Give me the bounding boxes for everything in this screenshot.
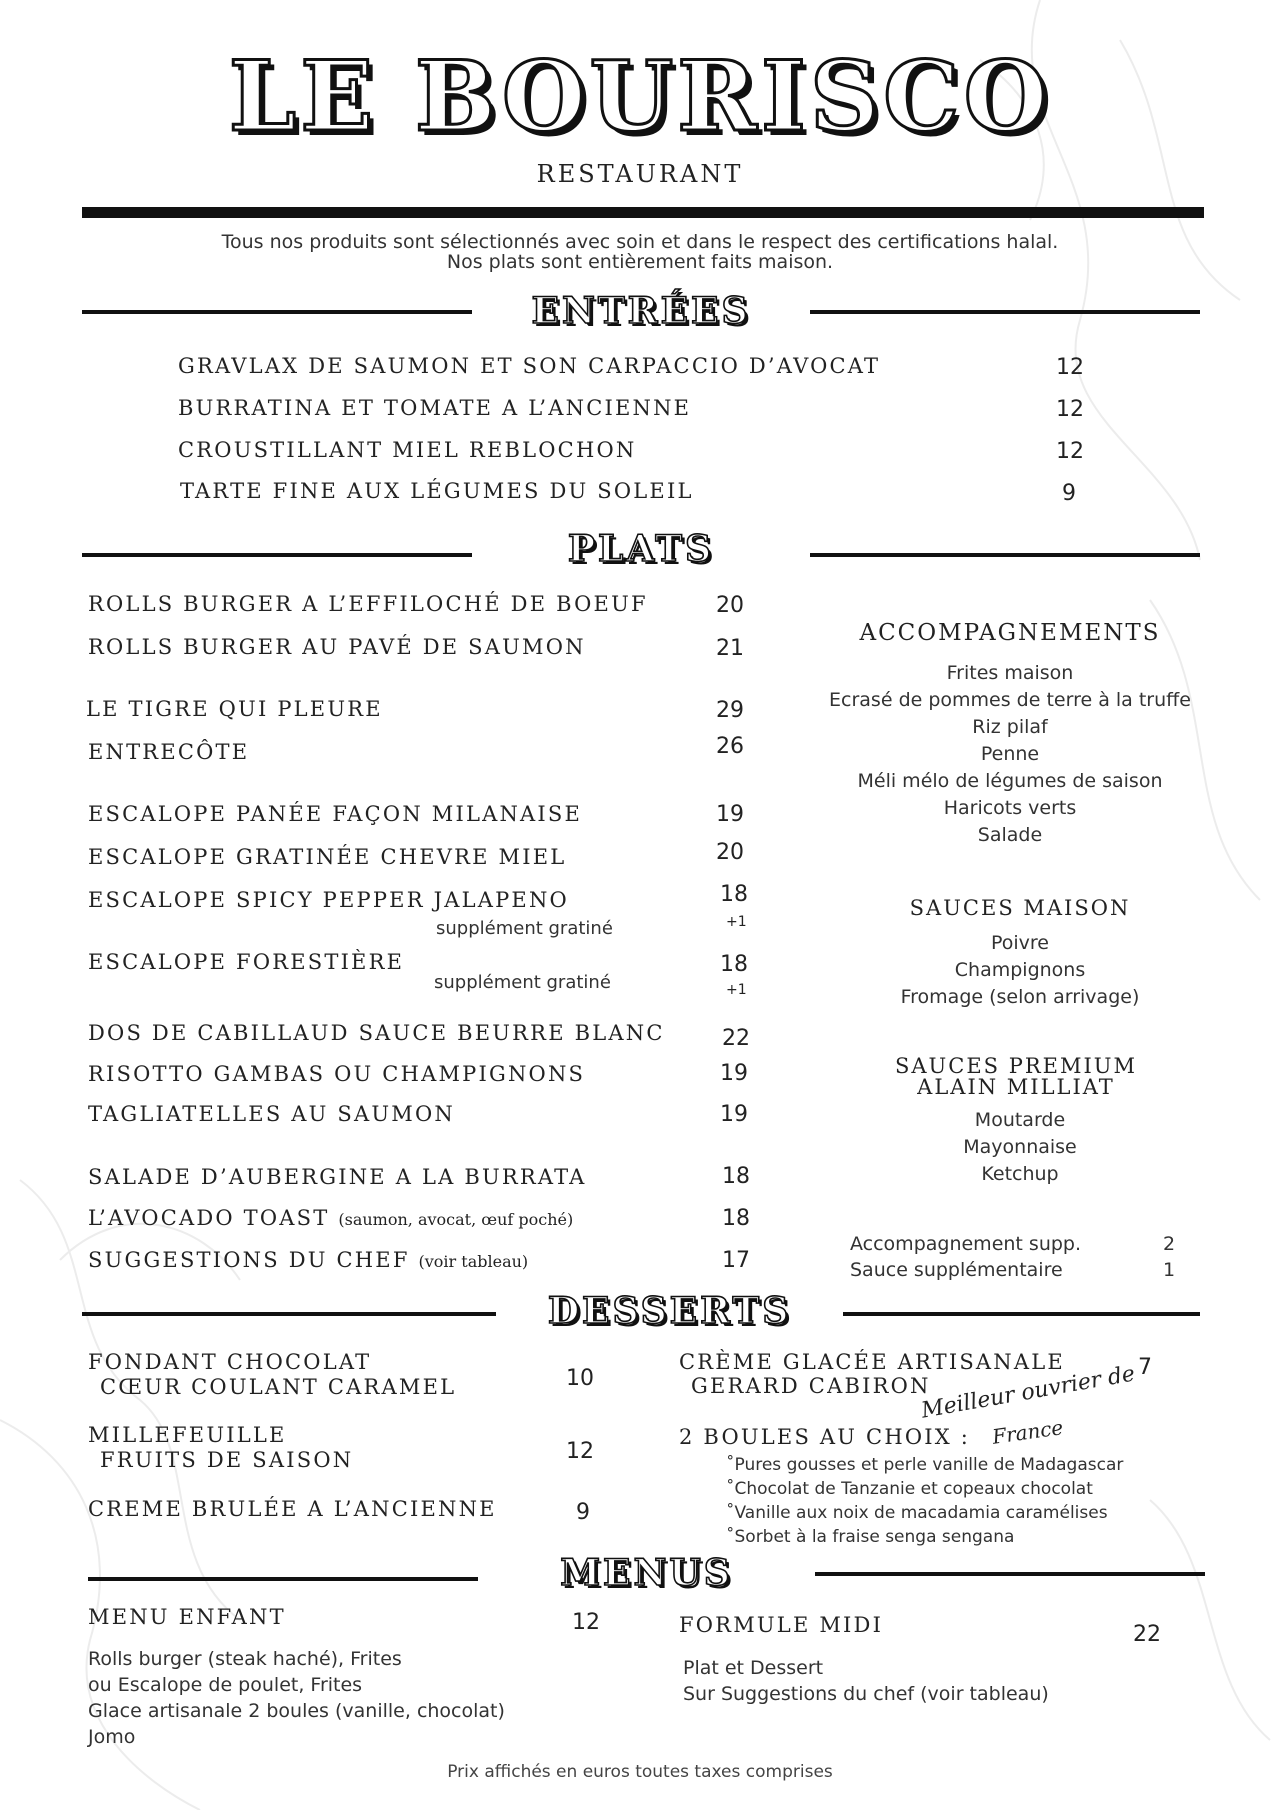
sauce-item: Moutarde — [974, 1109, 1066, 1131]
plat-item-price: 20 — [716, 840, 744, 865]
plat-item-price: 19 — [720, 1061, 748, 1086]
plat-item-price: 22 — [722, 1026, 750, 1051]
supplement-price: 1 — [1163, 1259, 1176, 1281]
plat-item-price: 18 — [720, 952, 748, 977]
plat-item-name: ROLLS BURGER AU PAVÉ DE SAUMON — [88, 635, 586, 659]
dessert-item-price: 10 — [566, 1366, 594, 1391]
dessert-name-line: FONDANT CHOCOLAT — [88, 1350, 372, 1374]
entree-item-price: 9 — [1062, 481, 1076, 506]
accompagnement-item: Salade — [977, 824, 1043, 846]
plat-item-price: 18 — [722, 1206, 750, 1231]
accompagnement-item: Haricots verts — [943, 797, 1077, 819]
plat-item-name: ENTRECÔTE — [88, 740, 250, 764]
glace-choice: 2 BOULES AU CHOIX : — [679, 1425, 971, 1449]
entree-item-price: 12 — [1056, 355, 1084, 380]
plat-item-price: 26 — [716, 734, 744, 759]
plat-item-name: TAGLIATELLES AU SAUMON — [88, 1102, 455, 1126]
handwritten-signature: Meilleur ouvrier de — [919, 1361, 1137, 1424]
handwritten-signature: France — [990, 1415, 1065, 1449]
section-rule — [82, 1312, 496, 1316]
dessert-item-name: CREME BRULÉE A L’ANCIENNE — [88, 1497, 497, 1521]
menu-line: Sur Suggestions du chef (voir tableau) — [683, 1683, 1049, 1705]
dessert-name-line: CŒUR COULANT CARAMEL — [100, 1375, 457, 1399]
section-rule — [810, 310, 1200, 314]
plat-item-price: 29 — [716, 698, 744, 723]
formule-midi-details — [683, 1655, 1049, 1707]
entree-item-name: TARTE FINE AUX LÉGUMES DU SOLEIL — [180, 479, 694, 503]
plat-item-name: ROLLS BURGER A L’EFFILOCHÉ DE BOEUF — [88, 592, 648, 616]
plat-item-title: L’AVOCADO TOAST — [88, 1206, 330, 1230]
accompagnement-item: Penne — [980, 743, 1040, 765]
menu-enfant-title: MENU ENFANT — [88, 1605, 286, 1629]
plat-item-price: 18 — [722, 1164, 750, 1189]
entree-item-price: 12 — [1056, 439, 1084, 464]
supplement-label: Accompagnement supp. — [850, 1233, 1082, 1255]
dessert-item-name — [88, 1350, 456, 1400]
supplement-note: supplément gratiné — [436, 918, 613, 939]
menu-line: Rolls burger (steak haché), Frites — [88, 1648, 402, 1670]
plat-item-name: ESCALOPE GRATINÉE CHEVRE MIEL — [88, 845, 567, 869]
sauces-maison-title: SAUCES MAISON — [909, 896, 1131, 920]
dessert-name-line: FRUITS DE SAISON — [100, 1448, 354, 1472]
glace-title-line: GERARD CABIRON — [691, 1374, 931, 1398]
plat-item-name: RISOTTO GAMBAS OU CHAMPIGNONS — [88, 1062, 586, 1086]
plat-item-title: SUGGESTIONS DU CHEF — [88, 1248, 410, 1272]
sauces-premium-title — [786, 1056, 1246, 1098]
formule-midi-title: FORMULE MIDI — [679, 1613, 884, 1637]
header-divider — [82, 207, 1204, 218]
sauce-item: Mayonnaise — [963, 1136, 1077, 1158]
section-rule — [82, 553, 472, 557]
glace-flavour: ˚Vanille aux noix de macadamia caramélises — [726, 1503, 1108, 1523]
plat-item-name: ESCALOPE SPICY PEPPER JALAPENO — [88, 888, 569, 912]
plat-item-price: 21 — [716, 636, 744, 661]
sauce-item: Champignons — [954, 959, 1086, 981]
entree-item-name: GRAVLAX DE SAUMON ET SON CARPACCIO D’AVOCAT — [178, 354, 881, 378]
menu-line: ou Escalope de poulet, Frites — [88, 1674, 363, 1696]
section-rule — [88, 1577, 478, 1581]
sauces-premium-title-line: SAUCES PREMIUM — [895, 1054, 1137, 1078]
plat-item-price: 19 — [716, 802, 744, 827]
entree-item-name: BURRATINA ET TOMATE A L’ANCIENNE — [178, 396, 692, 420]
plat-item-name: SALADE D’AUBERGINE A LA BURRATA — [88, 1165, 587, 1189]
plat-item-name: DOS DE CABILLAUD SAUCE BEURRE BLANC — [88, 1021, 665, 1045]
glace-flavour: ˚Chocolat de Tanzanie et copeaux chocolat — [726, 1479, 1093, 1499]
plat-item-name: ESCALOPE PANÉE FAÇON MILANAISE — [88, 802, 583, 826]
supplement-label: Sauce supplémentaire — [850, 1259, 1063, 1281]
plat-item-price: 18 — [720, 882, 748, 907]
accompagnement-item: Méli mélo de légumes de saison — [857, 770, 1163, 792]
plat-item-name — [88, 1248, 528, 1272]
dessert-name-line: MILLEFEUILLE — [88, 1423, 287, 1447]
glace-flavour: ˚Sorbet à la fraise senga sengana — [726, 1527, 1015, 1547]
footer-note: Prix affichés en euros toutes taxes comprises — [447, 1762, 833, 1782]
accompagnement-item: Riz pilaf — [972, 716, 1048, 738]
sauce-item: Poivre — [990, 932, 1049, 954]
accompagnement-item: Ecrasé de pommes de terre à la truffe — [829, 689, 1191, 711]
plat-item-detail: (voir tableau) — [418, 1252, 529, 1271]
restaurant-subtitle: RESTAURANT — [536, 160, 744, 188]
entree-item-name: CROUSTILLANT MIEL REBLOCHON — [178, 438, 637, 462]
sauce-item: Ketchup — [981, 1163, 1059, 1185]
sauces-premium-list — [790, 1107, 1250, 1188]
plat-item-detail: (saumon, avocat, œuf poché) — [338, 1210, 574, 1229]
dessert-item-price: 9 — [576, 1500, 590, 1525]
accompagnements-list — [780, 660, 1240, 849]
restaurant-name: LE BOURISCO — [228, 40, 1052, 153]
glace-title-line: CRÈME GLACÉE ARTISANALE — [679, 1350, 1065, 1374]
accompagnement-item: Frites maison — [946, 662, 1074, 684]
sauce-item: Fromage (selon arrivage) — [900, 986, 1140, 1008]
plat-item-price: 19 — [720, 1102, 748, 1127]
section-title-entrees: ENTRÉES — [531, 290, 751, 332]
menu-line: Jomo — [88, 1726, 136, 1748]
dessert-item-name — [88, 1423, 353, 1473]
dessert-item-price: 12 — [566, 1439, 594, 1464]
supplement-price: +1 — [726, 914, 747, 930]
section-title-menus: MENUS — [560, 1552, 733, 1594]
section-rule — [843, 1312, 1200, 1316]
entree-item-price: 12 — [1056, 397, 1084, 422]
intro-text — [0, 232, 1280, 272]
glace-flavour-list — [726, 1453, 1123, 1549]
section-rule — [82, 310, 472, 314]
plat-item-price: 17 — [722, 1248, 750, 1273]
intro-line: Nos plats sont entièrement faits maison. — [446, 251, 834, 273]
section-rule — [815, 1572, 1205, 1576]
plat-item-name: LE TIGRE QUI PLEURE — [86, 697, 383, 721]
menu-enfant-price: 12 — [572, 1610, 600, 1635]
glace-price: 7 — [1138, 1355, 1152, 1380]
plat-item-name: ESCALOPE FORESTIÈRE — [88, 950, 405, 974]
menu-line: Glace artisanale 2 boules (vanille, chocolat) — [88, 1700, 505, 1722]
section-title-plats: PLATS — [567, 528, 715, 570]
plat-item-price: 20 — [716, 593, 744, 618]
menu-line: Plat et Dessert — [683, 1657, 824, 1679]
supplement-price: 2 — [1163, 1233, 1176, 1255]
section-rule — [810, 553, 1200, 557]
menu-enfant-details — [88, 1646, 505, 1750]
sauces-premium-title-line: ALAIN MILLIAT — [917, 1075, 1115, 1099]
formule-midi-price: 22 — [1133, 1622, 1161, 1647]
supplement-note: supplément gratiné — [434, 972, 611, 993]
supplement-price: +1 — [726, 982, 747, 998]
sauces-maison-list — [790, 930, 1250, 1011]
glace-flavour: ˚Pures gousses et perle vanille de Madagascar — [726, 1455, 1124, 1475]
accompagnements-title: ACCOMPAGNEMENTS — [859, 620, 1161, 646]
section-title-desserts: DESSERTS — [547, 1290, 792, 1332]
plat-item-name — [88, 1206, 573, 1230]
intro-line: Tous nos produits sont sélectionnés avec soin et dans le respect des certifications halal. — [221, 231, 1059, 253]
